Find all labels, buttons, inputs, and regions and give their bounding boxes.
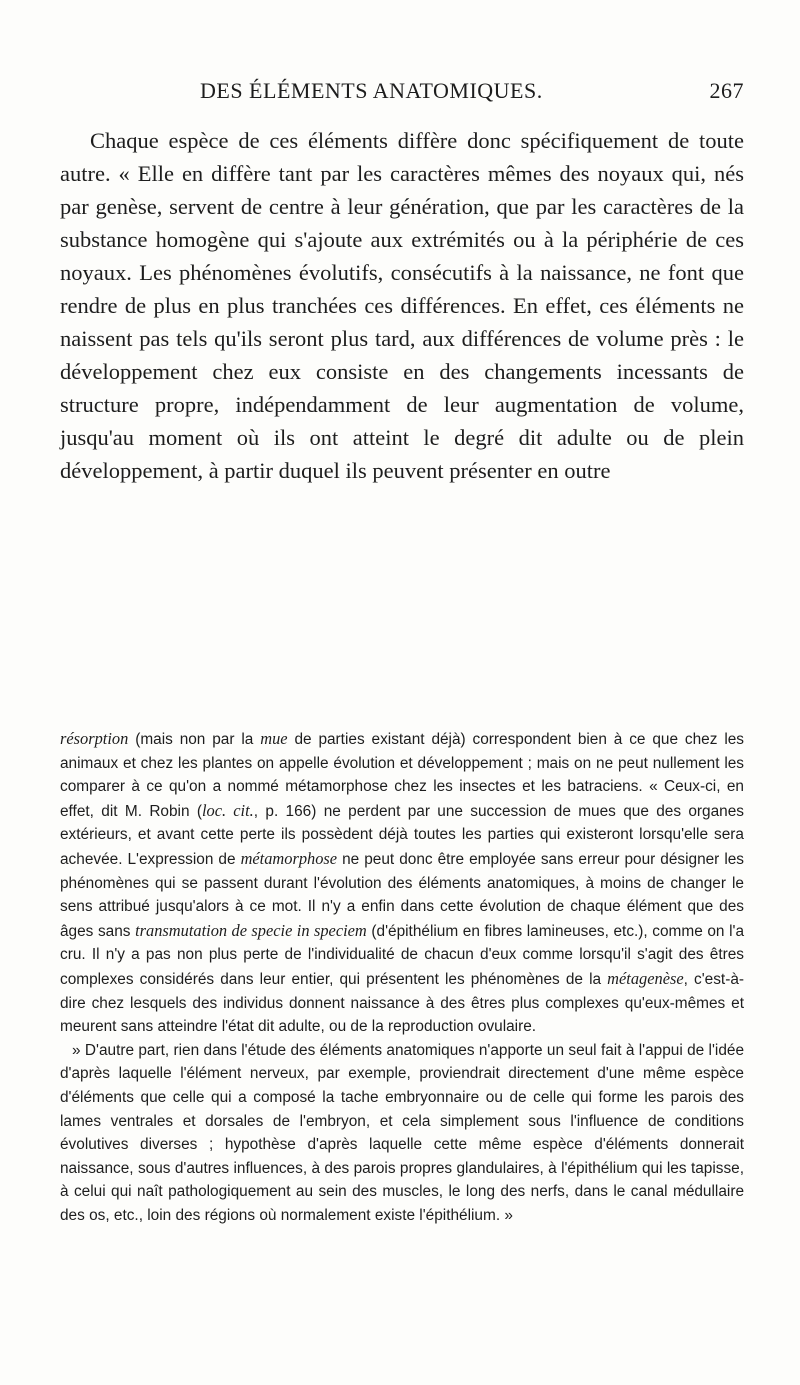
italic-term: métagenèse xyxy=(607,968,684,988)
italic-term: résorption xyxy=(60,729,129,748)
footnote-paragraph-2: » D'autre part, rien dans l'étude des éléments anatomiques n'apporte un seul fait à l'appui de l'idée d'après laquelle l'élément nerveux, par exemple, proviendrait directement d'une même espèce d'éléments que celle qui a composé la tache embryonnaire ou de celle qui forme les parois des lames ventrales et dorsales de l'embryon, et cela simplement sous l'influence de conditions évolutives diverses ; hypothèse d'après laquelle cette même espèce d'éléments donnerait naissance, sous d'autres influences, à des parois propres glandulaires, à l'épithélium qui les tapisse, à celui qui naît pathologiquement au sein des muscles, le long des nerfs, dans le canal médullaire des os, etc., loin des régions où normalement existe l'épithélium. » xyxy=(60,1041,744,1224)
footnote-paragraph-1 xyxy=(60,727,744,1039)
running-head xyxy=(60,78,744,110)
footnote-text: (d'épithélium en fibres lamineuses, etc.), comme on l'a cru. Il n'y a pas non plus perte de l'individualité de chacun d'eux comme lorsqu'il s'agit des êtres complexes considérés dans leur entier, qui présentent les phénomènes de la xyxy=(60,922,745,988)
page-number: 267 xyxy=(709,78,744,103)
main-text xyxy=(60,124,744,487)
footnote-text: de parties existant déjà) correspondent bien à ce que chez les animaux et chez les plantes on appelle évolution et développement ; mais on ne peut nullement les comparer à ce qu'on a nommé métamorphose chez les insectes et les batraciens. « Ceux-ci, en effet, dit M. Robin ( xyxy=(60,731,744,820)
main-paragraph: Chaque espèce de ces éléments diffère donc spécifiquement de toute autre. « Elle en diffère tant par les caractères mêmes des noyaux qui, nés par genèse, servent de centre à leur génération, que par les caractères de la substance homogène qui s'ajoute aux extrémités ou à la périphérie de ces noyaux. Les phénomènes évolutifs, consécutifs à la naissance, ne font que rendre de plus en plus tranchées ces différences. En effet, ces éléments ne naissent pas tels qu'ils seront plus tard, aux différences de volume près : le développement chez eux consiste en des changements incessants de structure propre, indépendamment de leur augmentation de volume, jusqu'au moment où ils ont atteint le degré dit adulte ou de plein développement, à partir duquel ils peuvent présenter en outre xyxy=(60,128,744,483)
italic-term: transmutation de specie in speciem xyxy=(135,920,367,940)
footnote-text: ne peut donc être employée sans erreur pour désigner les phénomènes qui se passent durant l'évolution des éléments anatomiques, à moins de changer le sens attribué jusqu'alors à ce mot. Il n'y a enfin dans cette évolution de chaque élément que des âges sans xyxy=(60,850,744,940)
footnote-block xyxy=(60,727,744,1227)
footnote-text: , c'est-à-dire chez lesquels des individus donnent naissance à des êtres plus complexes qu'eux-mêmes et meurent sans atteindre l'état dit adulte, ou de la reproduction ovulaire. xyxy=(60,970,744,1036)
footnote-text: (mais non par la xyxy=(128,731,261,748)
italic-citation: loc. cit. xyxy=(202,800,254,820)
footnote-text: , p. 166) ne perdent par une succession de mues que des organes extérieurs, et avant cette perte ils possèdent déjà toutes les parties qui existeront lorsqu'elle sera achevée. L'expression de xyxy=(60,802,744,868)
running-title: DES ÉLÉMENTS ANATOMIQUES. xyxy=(200,78,543,103)
italic-term: mue xyxy=(260,729,288,748)
italic-term: métamorphose xyxy=(240,848,338,868)
